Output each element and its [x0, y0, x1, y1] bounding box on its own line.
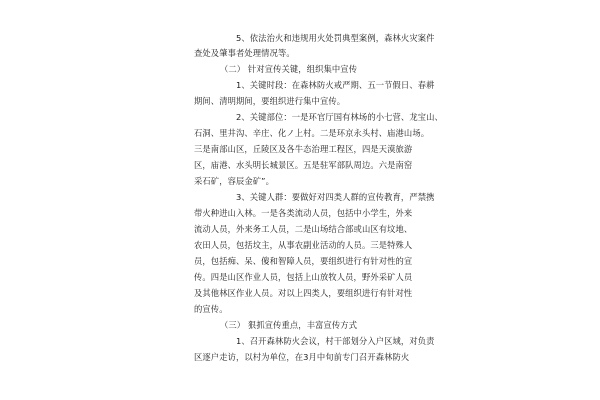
section-heading-3: （三） 狠抓宣传重点，丰富宣传方式 [220, 320, 358, 330]
text-line-1: 5、依法治火和违规用火处罚典型案例，森林火灾案件 [236, 33, 435, 43]
text-line-4: 1、关键时段：在森林防火戒严期、五一节假日、春耕 [236, 80, 435, 90]
text-line-20: 1、召开森林防火会议，村干部划分入户区域，对负责 [236, 336, 435, 346]
section-heading-2: （二） 针对宣传关键，组织集中宣传 [220, 64, 358, 74]
text-line-2: 查处及肇事者处理情况等。 [194, 48, 295, 58]
text-line-9: 区，庙港、水头明长城景区。五是驻军部队周边。六是南窑 [194, 160, 413, 170]
text-line-18: 的宣传。 [194, 304, 228, 314]
text-line-7: 石洞、里井沟、辛庄、化ノ上村。二是环京永头村、庙港山场。 [194, 128, 430, 138]
text-line-13: 流动人员，外来务工人员，二是山场结合部或山区有坟地、 [194, 224, 413, 234]
text-line-16: 传。四是山区作业人员，包括上山放牧人员，野外采矿人员 [194, 272, 413, 282]
text-line-21: 区逐户走访，以村为单位，在3月中旬前专门召开森林防火 [194, 352, 410, 362]
text-line-8: 三是南部山区，丘陵区及各牛态治理工程区，四是天漠旅游 [194, 144, 413, 154]
text-line-5: 期间、清明期间，要组织进行集中宣传。 [194, 96, 346, 106]
text-line-17: 及其他林区作业人员。对以上四类人，要组织进行有针对性 [194, 288, 413, 298]
text-line-10: 采石矿，容辰金矿”。 [194, 176, 274, 186]
text-line-15: 员，包括痴、呆、傻和智障人员，要组织进行有针对性的宣 [194, 256, 413, 266]
text-line-14: 农田人员，包括坟主，从事农副业活动的人员。三是特殊人 [194, 240, 413, 250]
text-line-11: 3、关键人群：要做好对四类人群的宣传教育，严禁携 [236, 192, 435, 202]
text-line-12: 带火种进山入林。一是各类流动人员，包括中小学生，外来 [194, 208, 413, 218]
text-line-6: 2、关键部位：一是环官厅国有林场的小七营、龙宝山、 [236, 112, 443, 122]
